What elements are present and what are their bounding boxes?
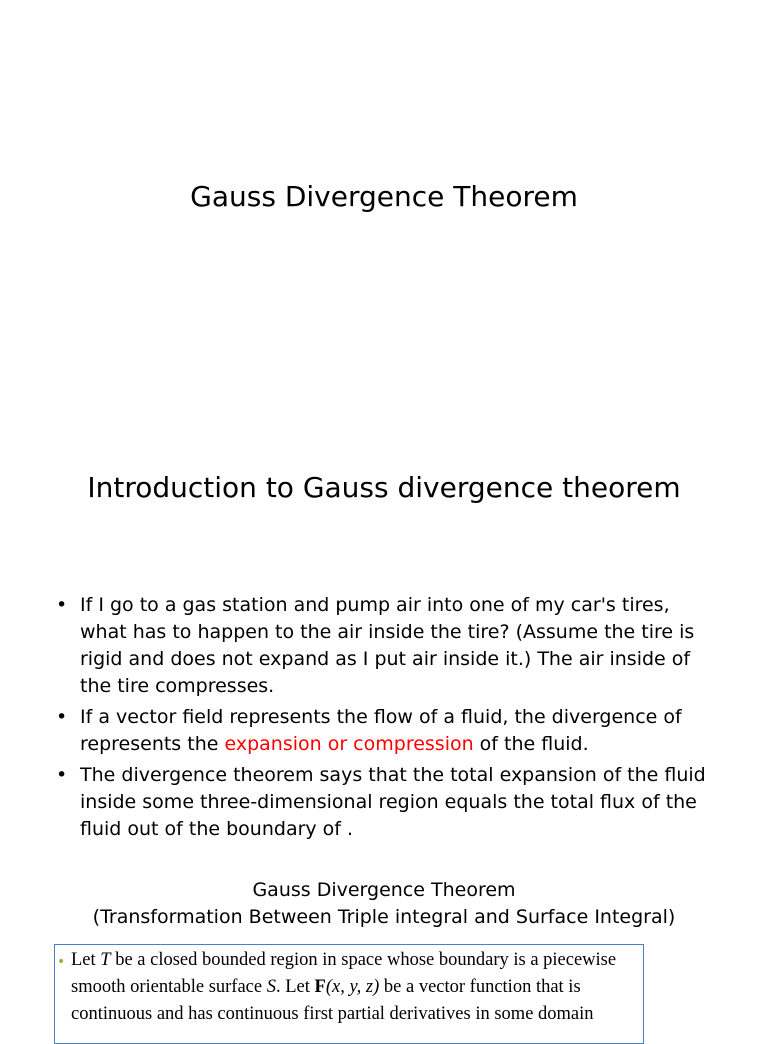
bullet-icon: • — [56, 706, 68, 728]
variable-f: F — [314, 977, 326, 997]
bullet-item-gas-station — [56, 592, 716, 700]
theorem-line-3: continuous and has continuous first partial derivatives in some domain — [71, 1004, 594, 1024]
theorem-text: Let — [71, 950, 101, 970]
theorem-text: . Let — [275, 977, 315, 997]
variable-t: T — [100, 950, 111, 970]
subtitle-line-1: Gauss Divergence Theorem — [252, 879, 516, 901]
slide-subtitle — [0, 877, 768, 931]
bullet-icon: • — [56, 594, 68, 616]
bullet-text-after: of the fluid. — [473, 733, 589, 755]
bullet-item-divergence-theorem — [56, 762, 716, 843]
subtitle-line-2: (Transformation Between Triple integral and Surface Integral) — [92, 906, 676, 928]
variable-s: S — [266, 977, 276, 997]
bullet-list — [56, 592, 716, 847]
theorem-text: smooth orientable surface — [71, 977, 267, 997]
bullet-item-vector-field — [56, 704, 716, 758]
slide-title-introduction: Introduction to Gauss divergence theorem — [87, 471, 681, 504]
bullet-text: The divergence theorem says that the total expansion of the fluid inside some three-dimensional region equals the total flux of the fluid out of the boundary of . — [80, 764, 706, 840]
slide-title-gauss-divergence-theorem: Gauss Divergence Theorem — [190, 180, 578, 213]
bullet-text: If I go to a gas station and pump air into one of my car's tires, what has to happen to the air inside the tire? (Assume the tire is rigid and does not expand as I put air inside it.) The air inside of the tire compresses. — [80, 594, 695, 697]
theorem-line-1 — [71, 947, 643, 974]
bullet-icon: • — [57, 954, 66, 970]
highlight-text: expansion or compression — [224, 733, 474, 755]
theorem-statement-box — [54, 944, 644, 1044]
theorem-text: be a vector function that is — [379, 977, 581, 997]
bullet-text-before: If a vector field represents the flow of a fluid, the divergence of represents the — [80, 706, 682, 755]
theorem-text: be a closed bounded region in space whose boundary is a piecewise — [110, 950, 617, 970]
bullet-icon: • — [56, 764, 68, 786]
function-args: (x, y, z) — [325, 977, 380, 997]
theorem-line-2 — [71, 974, 643, 1001]
